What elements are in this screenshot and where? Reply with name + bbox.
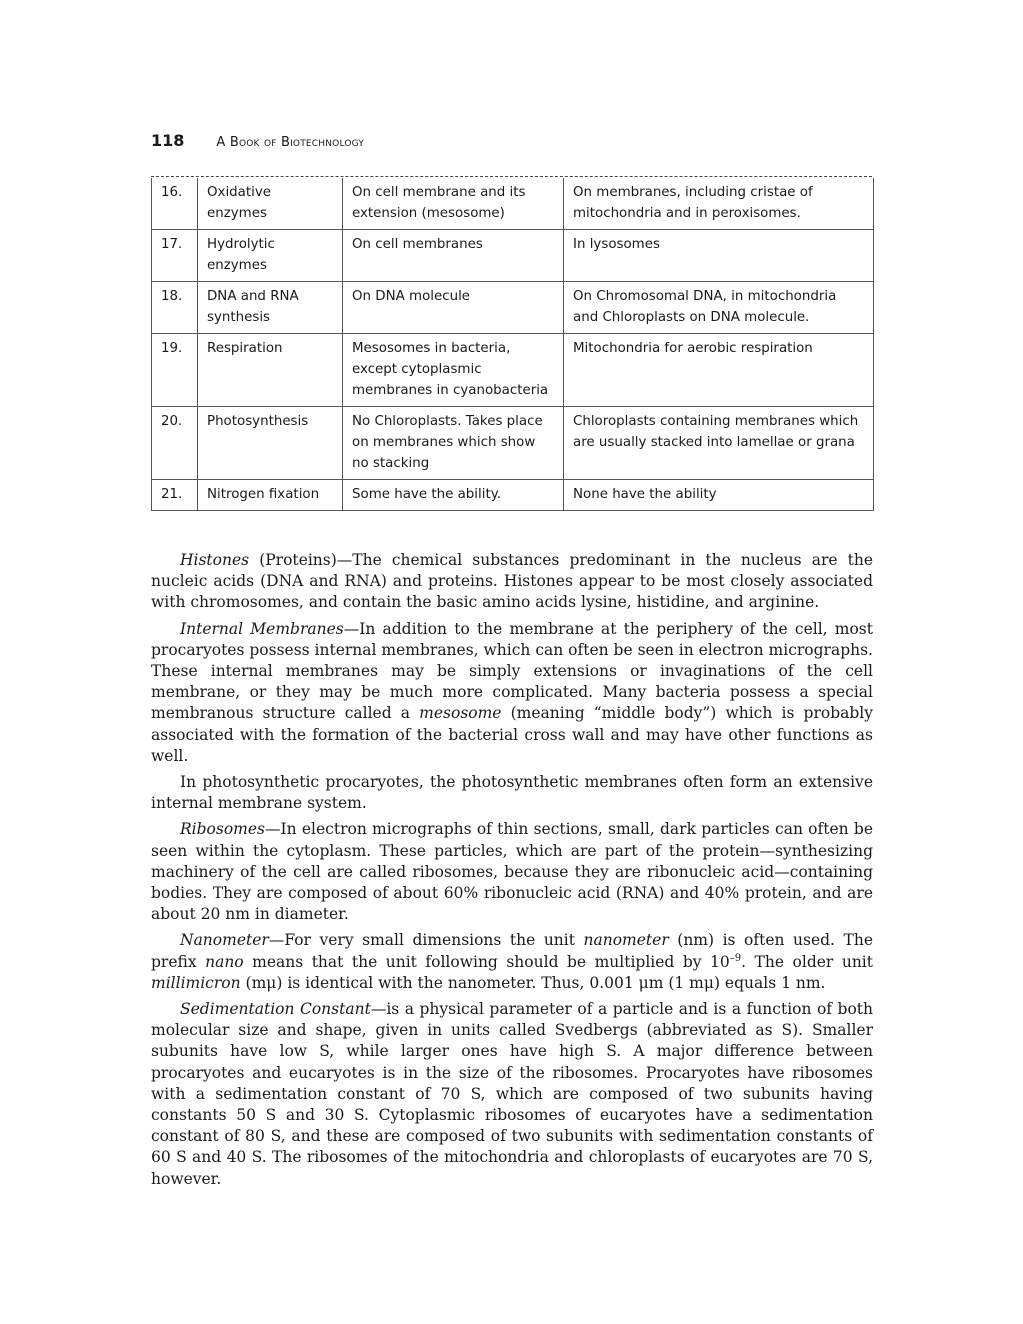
term-histones: Histones — [180, 551, 250, 569]
term-millimicron: millimicron — [151, 973, 241, 992]
paragraph-text: means that the unit following should be multiplied by 10 — [243, 952, 730, 971]
row-number: 20. — [152, 407, 198, 480]
histones-paragraph — [151, 550, 873, 614]
eucaryote-cell: Chloroplasts containing membranes which are usually stacked into lamellae or grana — [564, 407, 874, 480]
eucaryote-cell: In lysosomes — [564, 230, 874, 282]
term-internal-membranes: Internal Membranes — [180, 619, 344, 638]
photosynthetic-paragraph — [151, 772, 873, 814]
table-row — [152, 230, 874, 282]
feature-cell: Hydrolytic enzymes — [198, 230, 343, 282]
eucaryote-cell: Mitochondria for aerobic respiration — [564, 334, 874, 407]
procaryote-cell: On cell membranes — [343, 230, 564, 282]
eucaryote-cell: On membranes, including cristae of mitochondria and in peroxisomes. — [564, 178, 874, 230]
paragraph-text: (nm) is often used. The prefix — [151, 931, 874, 971]
procaryote-cell: On DNA molecule — [343, 282, 564, 334]
procaryote-eucaryote-comparison-table — [151, 178, 874, 511]
table-row — [152, 282, 874, 334]
paragraph-text: —In electron micrographs of thin sections, small, dark particles can often be seen within the cytoplasm. These particles, which are part of the protein—synthesizing machinery of the cell are called ribosomes, because they are ribonucleic acid—containing bodies. They are composed of about 60% ribonucleic acid (RNA) and 40% protein, and are about 20 nm in diameter. — [151, 820, 873, 924]
term-mesosome: mesosome — [419, 704, 502, 723]
paragraph-text: (meaning “middle body”) which is probably associated with the formation of the bacterial cross wall and may have other functions as well. — [151, 704, 873, 765]
feature-cell: Oxidative enzymes — [198, 178, 343, 230]
table-row — [152, 480, 874, 511]
procaryote-cell: Some have the ability. — [343, 480, 564, 511]
feature-cell: Photosynthesis — [198, 407, 343, 480]
term-nanometer: Nanometer — [180, 931, 269, 950]
ribosomes-paragraph — [151, 819, 873, 925]
running-head — [151, 131, 364, 155]
exponent: –9 — [729, 952, 742, 964]
eucaryote-cell: None have the ability — [564, 480, 874, 511]
row-number: 19. — [152, 334, 198, 407]
page-number: 118 — [151, 131, 185, 150]
row-number: 16. — [152, 178, 198, 230]
body-text — [151, 550, 873, 1195]
feature-cell: Respiration — [198, 334, 343, 407]
term-nanometer-unit: nanometer — [583, 931, 669, 950]
row-number: 17. — [152, 230, 198, 282]
table-row — [152, 407, 874, 480]
paragraph-text: In photosynthetic procaryotes, the photosynthetic membranes often form an extensive internal membrane system. — [151, 773, 873, 813]
sedimentation-paragraph — [151, 999, 873, 1190]
paragraph-text: —is a physical parameter of a particle and is a function of both molecular size and shape, given in units called Svedbergs (abbreviated as S). Smaller subunits have low S, while larger ones have high S. A major difference between procaryotes and eucaryotes is in the size of the ribosomes. Procaryotes have ribosomes with a sedimentation constant of 70 S, which are composed of two subunits having constants 50 S and 30 S. Cytoplasmic ribosomes of eucaryotes have a sedimentation constant of 80 S, and these are composed of two subunits with sedimentation constants of 60 S and 40 S. The ribosomes of the mitochondria and chloroplasts of eucaryotes are 70 S, however. — [151, 1000, 873, 1188]
book-title: A Book of Biotechnology — [216, 135, 365, 150]
paragraph-text: —For very small dimensions the unit — [268, 931, 584, 950]
term-sedimentation-constant: Sedimentation Constant — [180, 1000, 371, 1019]
feature-cell: DNA and RNA synthesis — [198, 282, 343, 334]
eucaryote-cell: On Chromosomal DNA, in mitochondria and Chloroplasts on DNA molecule. — [564, 282, 874, 334]
term-ribosomes: Ribosomes — [180, 820, 265, 839]
paragraph-text: (Proteins)—The chemical substances predominant in the nucleus are the nucleic acids (DNA and RNA) and proteins. Histones appear to be most closely associated with chromosomes, and contain the basic amino acids lysine, histidine, and arginine. — [151, 551, 873, 612]
table-row — [152, 178, 874, 230]
internal-membranes-paragraph — [151, 619, 873, 767]
table-continuation-divider — [151, 176, 872, 177]
paragraph-text: . The older unit — [741, 952, 873, 971]
procaryote-cell: On cell membrane and its extension (mesosome) — [343, 178, 564, 230]
term-nano: nano — [205, 952, 244, 971]
row-number: 21. — [152, 480, 198, 511]
nanometer-paragraph — [151, 930, 873, 994]
table-row — [152, 334, 874, 407]
procaryote-cell: Mesosomes in bacteria, except cytoplasmic membranes in cyanobacteria — [343, 334, 564, 407]
paragraph-text: —In addition to the membrane at the periphery of the cell, most procaryotes possess internal membranes, which can often be seen in electron micrographs. These internal membranes may be simply extensions or invaginations of the cell membrane, or they may be much more complicated. Many bacteria possess a special membranous structure called a — [151, 619, 873, 723]
procaryote-cell: No Chloroplasts. Takes place on membranes which show no stacking — [343, 407, 564, 480]
paragraph-text: (mμ) is identical with the nanometer. Thus, 0.001 μm (1 mμ) equals 1 nm. — [240, 973, 826, 992]
row-number: 18. — [152, 282, 198, 334]
feature-cell: Nitrogen fixation — [198, 480, 343, 511]
